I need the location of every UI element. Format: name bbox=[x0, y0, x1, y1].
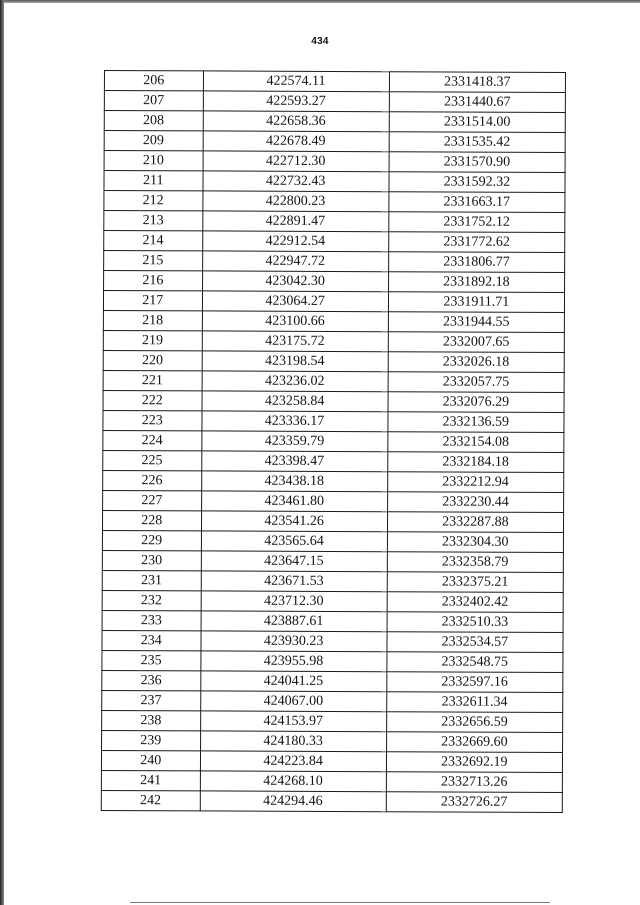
table-row bbox=[104, 271, 565, 293]
y-coordinate-cell: 2332402.42 bbox=[387, 592, 563, 613]
x-coordinate-cell: 424067.00 bbox=[200, 691, 386, 712]
point-id-cell: 242 bbox=[101, 790, 200, 810]
x-coordinate-cell: 422712.30 bbox=[203, 151, 389, 172]
table-row bbox=[101, 750, 562, 772]
table-row bbox=[102, 510, 563, 532]
point-id-cell: 233 bbox=[102, 610, 201, 630]
x-coordinate-cell: 423887.61 bbox=[201, 611, 387, 632]
point-id-cell: 217 bbox=[103, 291, 202, 311]
x-coordinate-cell: 424041.25 bbox=[200, 671, 386, 692]
y-coordinate-cell: 2332136.59 bbox=[388, 412, 564, 433]
point-id-cell: 209 bbox=[104, 131, 203, 151]
table-row bbox=[102, 630, 563, 652]
coordinate-table bbox=[101, 70, 566, 813]
table-row bbox=[102, 550, 563, 572]
point-id-cell: 215 bbox=[104, 251, 203, 271]
table-row bbox=[103, 470, 564, 492]
point-id-cell: 208 bbox=[104, 111, 203, 131]
x-coordinate-cell: 423258.84 bbox=[202, 391, 388, 412]
x-coordinate-cell: 424180.33 bbox=[200, 731, 386, 752]
point-id-cell: 223 bbox=[103, 410, 202, 430]
point-id-cell: 240 bbox=[101, 750, 200, 770]
y-coordinate-cell: 2332154.08 bbox=[388, 432, 564, 453]
x-coordinate-cell: 423336.17 bbox=[201, 411, 387, 432]
scan-edge-left bbox=[0, 0, 4, 905]
table-row bbox=[104, 91, 565, 113]
x-coordinate-cell: 422732.43 bbox=[202, 171, 388, 192]
point-id-cell: 227 bbox=[103, 490, 202, 510]
y-coordinate-cell: 2331418.37 bbox=[389, 72, 565, 93]
table-row bbox=[103, 330, 564, 352]
x-coordinate-cell: 422800.23 bbox=[202, 191, 388, 212]
y-coordinate-cell: 2331752.12 bbox=[388, 212, 564, 233]
y-coordinate-cell: 2331570.90 bbox=[389, 152, 565, 173]
x-coordinate-cell: 423398.47 bbox=[201, 451, 387, 472]
page-number: 434 bbox=[311, 36, 329, 47]
point-id-cell: 231 bbox=[102, 570, 201, 590]
x-coordinate-cell: 422678.49 bbox=[203, 131, 389, 152]
table-row bbox=[104, 151, 565, 173]
table-row bbox=[104, 71, 565, 93]
x-coordinate-cell: 424268.10 bbox=[200, 771, 386, 792]
table-row bbox=[103, 410, 564, 432]
point-id-cell: 213 bbox=[104, 211, 203, 231]
point-id-cell: 228 bbox=[102, 510, 201, 530]
x-coordinate-cell: 423955.98 bbox=[200, 651, 386, 672]
table-row bbox=[104, 191, 565, 213]
y-coordinate-cell: 2332230.44 bbox=[387, 492, 563, 513]
table-row bbox=[102, 730, 563, 752]
table-row bbox=[104, 211, 565, 233]
x-coordinate-cell: 423236.02 bbox=[202, 371, 388, 392]
y-coordinate-cell: 2332287.88 bbox=[387, 512, 563, 533]
table-row bbox=[104, 231, 565, 253]
x-coordinate-cell: 423100.66 bbox=[202, 311, 388, 332]
x-coordinate-cell: 423671.53 bbox=[201, 571, 387, 592]
table-row bbox=[103, 490, 564, 512]
y-coordinate-cell: 2332597.16 bbox=[386, 672, 562, 693]
x-coordinate-cell: 422912.54 bbox=[202, 231, 388, 252]
table-row bbox=[104, 131, 565, 153]
point-id-cell: 218 bbox=[103, 310, 202, 330]
y-coordinate-cell: 2332713.26 bbox=[386, 772, 562, 793]
x-coordinate-cell: 423461.80 bbox=[201, 491, 387, 512]
point-id-cell: 225 bbox=[103, 450, 202, 470]
y-coordinate-cell: 2331663.17 bbox=[389, 192, 565, 213]
table-row bbox=[104, 111, 565, 133]
x-coordinate-cell: 423930.23 bbox=[200, 631, 386, 652]
y-coordinate-cell: 2331772.62 bbox=[388, 232, 564, 253]
x-coordinate-cell: 423198.54 bbox=[202, 351, 388, 372]
table-row bbox=[103, 291, 564, 313]
point-id-cell: 224 bbox=[103, 430, 202, 450]
y-coordinate-cell: 2331592.32 bbox=[389, 172, 565, 193]
x-coordinate-cell: 424223.84 bbox=[200, 751, 386, 772]
point-id-cell: 207 bbox=[104, 91, 203, 111]
point-id-cell: 234 bbox=[102, 630, 201, 650]
x-coordinate-cell: 423565.64 bbox=[201, 531, 387, 552]
point-id-cell: 238 bbox=[102, 710, 201, 730]
table-row bbox=[102, 570, 563, 592]
y-coordinate-cell: 2332534.57 bbox=[387, 632, 563, 653]
x-coordinate-cell: 422593.27 bbox=[203, 91, 389, 112]
table-row bbox=[103, 350, 564, 372]
x-coordinate-cell: 423438.18 bbox=[201, 471, 387, 492]
table-row bbox=[104, 251, 565, 273]
table-row bbox=[104, 171, 565, 193]
x-coordinate-cell: 424153.97 bbox=[200, 711, 386, 732]
table-row bbox=[102, 670, 563, 692]
point-id-cell: 212 bbox=[104, 191, 203, 211]
y-coordinate-cell: 2332692.19 bbox=[386, 752, 562, 773]
y-coordinate-cell: 2332007.65 bbox=[388, 332, 564, 353]
x-coordinate-cell: 422947.72 bbox=[202, 251, 388, 272]
y-coordinate-cell: 2331944.55 bbox=[388, 312, 564, 333]
point-id-cell: 239 bbox=[102, 730, 201, 750]
point-id-cell: 237 bbox=[102, 690, 201, 710]
y-coordinate-cell: 2332611.34 bbox=[386, 692, 562, 713]
x-coordinate-cell: 423064.27 bbox=[202, 291, 388, 312]
y-coordinate-cell: 2332184.18 bbox=[387, 452, 563, 473]
point-id-cell: 216 bbox=[104, 271, 203, 291]
point-id-cell: 236 bbox=[102, 670, 201, 690]
y-coordinate-cell: 2332076.29 bbox=[388, 392, 564, 413]
point-id-cell: 221 bbox=[103, 370, 202, 390]
y-coordinate-cell: 2331440.67 bbox=[389, 92, 565, 113]
table-row bbox=[101, 790, 562, 812]
x-coordinate-cell: 423647.15 bbox=[201, 551, 387, 572]
table-row bbox=[102, 690, 563, 712]
table-row bbox=[102, 590, 563, 612]
x-coordinate-cell: 424294.46 bbox=[200, 791, 386, 812]
point-id-cell: 241 bbox=[101, 770, 200, 790]
coordinate-table-body bbox=[101, 71, 565, 813]
point-id-cell: 222 bbox=[103, 390, 202, 410]
y-coordinate-cell: 2332212.94 bbox=[387, 472, 563, 493]
y-coordinate-cell: 2331514.00 bbox=[389, 112, 565, 133]
table-row bbox=[102, 530, 563, 552]
x-coordinate-cell: 423042.30 bbox=[202, 271, 388, 292]
y-coordinate-cell: 2332057.75 bbox=[388, 372, 564, 393]
point-id-cell: 226 bbox=[103, 470, 202, 490]
y-coordinate-cell: 2332548.75 bbox=[387, 652, 563, 673]
point-id-cell: 229 bbox=[102, 530, 201, 550]
y-coordinate-cell: 2331806.77 bbox=[388, 252, 564, 273]
point-id-cell: 220 bbox=[103, 350, 202, 370]
point-id-cell: 232 bbox=[102, 590, 201, 610]
y-coordinate-cell: 2332375.21 bbox=[387, 572, 563, 593]
point-id-cell: 206 bbox=[104, 71, 203, 91]
table-row bbox=[102, 710, 563, 732]
y-coordinate-cell: 2331535.42 bbox=[389, 132, 565, 153]
point-id-cell: 235 bbox=[102, 650, 201, 670]
table-row bbox=[103, 390, 564, 412]
table-row bbox=[103, 370, 564, 392]
table-row bbox=[103, 450, 564, 472]
y-coordinate-cell: 2332656.59 bbox=[386, 712, 562, 733]
x-coordinate-cell: 423541.26 bbox=[201, 511, 387, 532]
y-coordinate-cell: 2332304.30 bbox=[387, 532, 563, 553]
y-coordinate-cell: 2332669.60 bbox=[386, 732, 562, 753]
table-row bbox=[102, 650, 563, 672]
x-coordinate-cell: 423359.79 bbox=[201, 431, 387, 452]
point-id-cell: 230 bbox=[102, 550, 201, 570]
y-coordinate-cell: 2332358.79 bbox=[387, 552, 563, 573]
y-coordinate-cell: 2331892.18 bbox=[388, 272, 564, 293]
y-coordinate-cell: 2332510.33 bbox=[387, 612, 563, 633]
table-row bbox=[102, 610, 563, 632]
y-coordinate-cell: 2332026.18 bbox=[388, 352, 564, 373]
table-row bbox=[103, 310, 564, 332]
table-row bbox=[103, 430, 564, 452]
x-coordinate-cell: 423712.30 bbox=[201, 591, 387, 612]
x-coordinate-cell: 422891.47 bbox=[202, 211, 388, 232]
point-id-cell: 210 bbox=[104, 151, 203, 171]
scan-edge-top bbox=[0, 0, 640, 3]
point-id-cell: 211 bbox=[104, 171, 203, 191]
point-id-cell: 214 bbox=[104, 231, 203, 251]
x-coordinate-cell: 423175.72 bbox=[202, 331, 388, 352]
scan-edge-bottom bbox=[130, 902, 550, 903]
y-coordinate-cell: 2332726.27 bbox=[386, 792, 562, 813]
table-row bbox=[101, 770, 562, 792]
y-coordinate-cell: 2331911.71 bbox=[388, 292, 564, 313]
x-coordinate-cell: 422574.11 bbox=[203, 71, 389, 92]
x-coordinate-cell: 422658.36 bbox=[203, 111, 389, 132]
point-id-cell: 219 bbox=[103, 330, 202, 350]
